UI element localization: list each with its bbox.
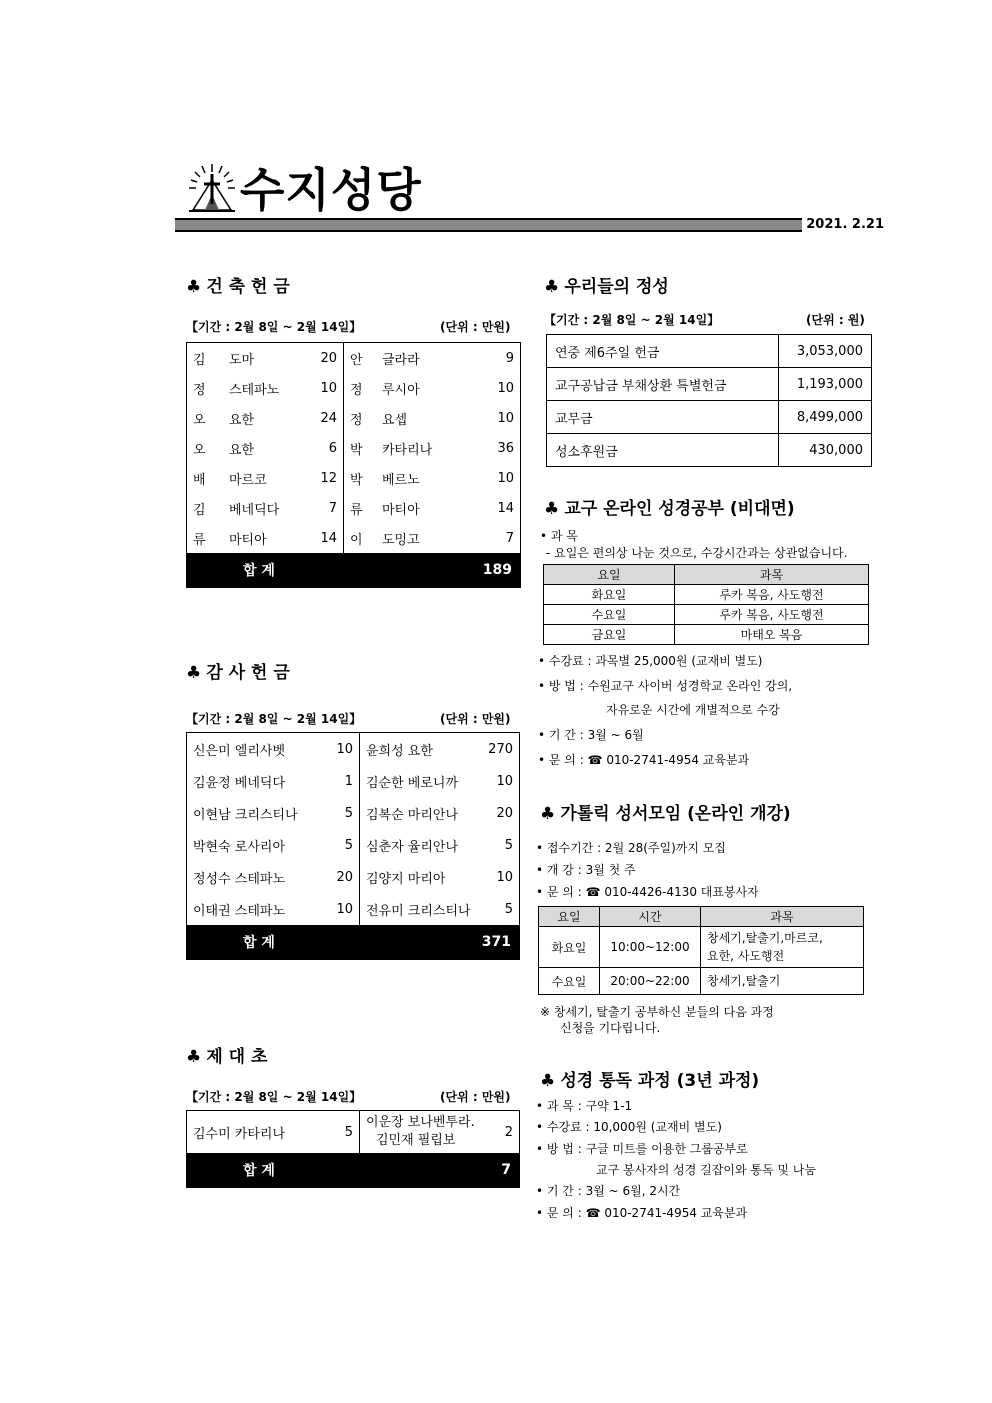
table-row [187, 463, 521, 493]
period-line: • 기 간 : 3월 ~ 6월 [538, 728, 644, 742]
offering-amount: 430,000 [779, 434, 872, 467]
donor-surname: 류 [193, 532, 206, 548]
donor-amount: 12 [305, 463, 344, 493]
column-header-day: 요일 [539, 907, 600, 927]
section-title: 감 사 헌 금 [206, 663, 290, 683]
table-row [187, 373, 521, 403]
parish-logo [185, 160, 239, 222]
column-header-time: 시간 [600, 907, 701, 927]
total-label: 합 계 [187, 925, 360, 960]
period-label: 【기간 : 2월 8일 ~ 2월 14일】 [186, 320, 362, 334]
note-line-2: 신청을 기다립니다. [560, 1021, 661, 1035]
donor-name: 윤희성 요한 [366, 743, 433, 759]
day-cell: 금요일 [544, 625, 675, 645]
day-cell: 화요일 [544, 585, 675, 605]
donor-name: 김수미 카타리나 [193, 1126, 286, 1142]
offering-label: 교구공납금 부채상환 특별헌금 [547, 368, 779, 401]
total-value: 189 [344, 553, 521, 588]
note-line: ※ 창세기, 탈출기 공부하신 분들의 다음 과정 [540, 1005, 774, 1019]
donor-amount: 10 [497, 380, 514, 396]
donor-name: 이태권 스테파노 [193, 903, 286, 919]
table-row [544, 625, 869, 645]
donor-amount: 10 [305, 373, 344, 403]
page-title: 수지성당 [240, 163, 422, 217]
donor-name: 도밍고 [382, 532, 420, 548]
table-row [547, 401, 872, 434]
section-title: 건 축 헌 금 [206, 277, 290, 297]
table-header [544, 565, 869, 585]
table-row [187, 765, 520, 797]
donor-name: 도마 [229, 352, 255, 368]
donor-surname: 정 [350, 382, 363, 398]
course-label: • 과 목 [540, 529, 578, 543]
column-header-subject: 과목 [701, 907, 864, 927]
donor-name: 김윤정 베네딕다 [193, 775, 286, 791]
donor-surname: 김 [193, 502, 206, 518]
donor-amount: 10 [496, 869, 513, 885]
donor-name: 요한 [229, 442, 255, 458]
thanks-offering-table [186, 732, 520, 960]
subject-cell: 마태오 복음 [675, 625, 869, 645]
method-line: • 방 법 : 구글 미트를 이용한 그룹공부로 [536, 1142, 748, 1156]
column-header-day: 요일 [544, 565, 675, 585]
table-row [187, 403, 521, 433]
donor-name [360, 1111, 497, 1154]
donor-amount: 20 [327, 861, 360, 893]
subject-cell: 루카 복음, 사도행전 [675, 585, 869, 605]
donor-amount: 14 [305, 523, 344, 553]
total-label: 합 계 [187, 1153, 360, 1188]
total-label: 합 계 [187, 553, 344, 588]
total-row [187, 925, 520, 960]
donor-surname: 정 [350, 412, 363, 428]
fee-line: • 수강료 : 과목별 25,000원 (교재비 별도) [538, 654, 763, 668]
opening-line: • 개 강 : 3월 첫 주 [536, 863, 636, 877]
donor-name: 정성수 스테파노 [193, 871, 286, 887]
course-line: • 과 목 : 구약 1-1 [536, 1099, 633, 1113]
club-icon: ♣ [540, 804, 556, 824]
table-row [187, 829, 520, 861]
donor-name-line2: 김민재 필립보 [376, 1133, 456, 1148]
unit-label: (단위 : 만원) [440, 1090, 511, 1104]
total-value: 371 [360, 925, 520, 960]
donor-amount: 1 [327, 765, 360, 797]
donor-name: 김순한 베로니까 [366, 775, 459, 791]
period-label: 【기간 : 2월 8일 ~ 2월 14일】 [186, 712, 362, 726]
table-row [547, 335, 872, 368]
donor-name: 루시아 [382, 382, 420, 398]
donor-amount: 270 [488, 741, 513, 757]
donor-name-line1: 이운장 보나벤투라. [366, 1115, 475, 1130]
donor-surname: 정 [193, 382, 206, 398]
table-row [187, 493, 521, 523]
bible-reading-heading [540, 1066, 759, 1091]
table-row [187, 797, 520, 829]
bulletin-date: 2021. 2.21 [802, 217, 888, 233]
table-row [187, 893, 520, 925]
donor-surname: 박 [350, 472, 363, 488]
donor-name: 김양지 마리아 [366, 871, 446, 887]
donor-amount: 7 [505, 530, 514, 546]
donor-name: 스테파노 [229, 382, 280, 398]
donor-surname: 오 [193, 412, 206, 428]
donor-surname: 안 [350, 352, 363, 368]
donor-amount: 5 [327, 829, 360, 861]
total-value: 7 [360, 1153, 520, 1188]
section-title: 가톨릭 성서모임 (온라인 개강) [560, 804, 791, 824]
donor-amount: 9 [505, 350, 514, 366]
building-offering-heading [186, 272, 290, 297]
donor-amount: 24 [305, 403, 344, 433]
table-row [187, 1111, 520, 1154]
donor-amount: 5 [504, 901, 513, 917]
donor-surname: 박 [350, 442, 363, 458]
donor-name: 김복순 마리안나 [366, 807, 459, 823]
time-cell: 10:00~12:00 [600, 927, 701, 968]
period-line: • 기 간 : 3월 ~ 6월, 2시간 [536, 1184, 681, 1198]
donor-amount: 14 [497, 500, 514, 516]
donor-amount: 10 [327, 893, 360, 925]
donor-name: 요셉 [382, 412, 408, 428]
donor-name: 마티아 [229, 532, 267, 548]
candle-offering-heading [186, 1042, 267, 1067]
candle-offering-table [186, 1110, 520, 1188]
table-row [544, 605, 869, 625]
method-line: • 방 법 : 수원교구 사이버 성경학교 온라인 강의, [538, 679, 793, 693]
section-title: 성경 통독 과정 (3년 과정) [560, 1071, 760, 1091]
donor-amount: 10 [497, 470, 514, 486]
table-row [187, 861, 520, 893]
total-row [187, 553, 521, 588]
donor-amount: 10 [496, 773, 513, 789]
our-offerings-table [546, 334, 872, 467]
table-row [187, 433, 521, 463]
donor-surname: 배 [193, 472, 206, 488]
donor-name: 심춘자 율리안나 [366, 839, 459, 855]
section-title: 제 대 초 [206, 1047, 268, 1067]
club-icon: ♣ [544, 277, 560, 297]
subject-cell: 창세기,탈출기 [701, 968, 864, 995]
donor-surname: 이 [350, 532, 363, 548]
club-icon: ♣ [544, 499, 560, 519]
club-icon: ♣ [186, 277, 202, 297]
catholic-bible-table [538, 906, 864, 995]
header-rule [175, 218, 888, 232]
reception-line: • 접수기간 : 2월 28(주일)까지 모집 [536, 841, 726, 855]
contact-line: • 문 의 : ☎ 010-2741-4954 교육분과 [538, 753, 750, 767]
donor-amount: 5 [327, 1111, 360, 1154]
donor-surname: 오 [193, 442, 206, 458]
table-row [547, 368, 872, 401]
donor-name: 신은미 엘리사벳 [193, 743, 286, 759]
method-line-2: 자유로운 시간에 개별적으로 수강 [606, 703, 780, 717]
unit-label: (단위 : 만원) [440, 712, 511, 726]
online-bible-heading [544, 494, 795, 519]
table-row [187, 733, 520, 766]
method-line-2: 교구 봉사자의 성경 길잡이와 통독 및 나눔 [596, 1163, 816, 1177]
offering-label: 교무금 [547, 401, 779, 434]
catholic-bible-heading [540, 799, 791, 824]
fee-line: • 수강료 : 10,000원 (교재비 별도) [536, 1120, 722, 1134]
donor-name: 이현남 크리스티나 [193, 807, 298, 823]
donor-name: 베네딕다 [229, 502, 280, 518]
club-icon: ♣ [186, 1047, 202, 1067]
section-title: 우리들의 정성 [564, 277, 669, 297]
day-cell: 화요일 [539, 927, 600, 968]
donor-amount: 7 [305, 493, 344, 523]
donor-name: 카타리나 [382, 442, 433, 458]
section-title: 교구 온라인 성경공부 (비대면) [564, 499, 795, 519]
donor-amount: 20 [305, 343, 344, 374]
building-offering-table [186, 342, 521, 588]
thanks-offering-heading [186, 658, 290, 683]
table-row [547, 434, 872, 467]
table-header [539, 907, 864, 927]
donor-name: 전유미 크리스티나 [366, 903, 471, 919]
table-row [187, 343, 521, 374]
donor-name: 마르코 [229, 472, 267, 488]
offering-label: 성소후원금 [547, 434, 779, 467]
donor-amount: 5 [504, 837, 513, 853]
offering-amount: 8,499,000 [779, 401, 872, 434]
column-header-subject: 과목 [675, 565, 869, 585]
donor-name: 박현숙 로사리아 [193, 839, 286, 855]
donor-amount: 20 [496, 805, 513, 821]
offering-label: 연중 제6주일 헌금 [547, 335, 779, 368]
subject-cell: 창세기,탈출기,마르코, 요한, 사도행전 [701, 927, 864, 968]
total-row [187, 1153, 520, 1188]
club-icon: ♣ [540, 1071, 556, 1091]
donor-amount: 6 [305, 433, 344, 463]
offering-amount: 1,193,000 [779, 368, 872, 401]
donor-name: 마티아 [382, 502, 420, 518]
donor-amount: 10 [327, 733, 360, 766]
donor-name: 글라라 [382, 352, 420, 368]
contact-line: • 문 의 : ☎ 010-4426-4130 대표봉사자 [536, 885, 759, 899]
donor-surname: 류 [350, 502, 363, 518]
donor-name: 베르노 [382, 472, 420, 488]
online-bible-table [543, 564, 869, 645]
donor-name: 요한 [229, 412, 255, 428]
contact-line: • 문 의 : ☎ 010-2741-4954 교육분과 [536, 1206, 748, 1220]
day-cell: 수요일 [544, 605, 675, 625]
donor-amount: 2 [504, 1124, 513, 1140]
donor-surname: 김 [193, 352, 206, 368]
unit-label: (단위 : 만원) [440, 320, 511, 334]
day-cell: 수요일 [539, 968, 600, 995]
period-label: 【기간 : 2월 8일 ~ 2월 14일】 [544, 313, 720, 327]
donor-amount: 10 [497, 410, 514, 426]
subject-cell: 루카 복음, 사도행전 [675, 605, 869, 625]
table-row [539, 927, 864, 968]
table-row [544, 585, 869, 605]
club-icon: ♣ [186, 663, 202, 683]
period-label: 【기간 : 2월 8일 ~ 2월 14일】 [186, 1090, 362, 1104]
time-cell: 20:00~22:00 [600, 968, 701, 995]
table-row [539, 968, 864, 995]
our-offerings-heading [544, 272, 669, 297]
course-note: - 요일은 편의상 나눈 것으로, 수강시간과는 상관없습니다. [546, 546, 848, 560]
donor-amount: 36 [497, 440, 514, 456]
table-row [187, 523, 521, 553]
unit-label: (단위 : 원) [806, 313, 865, 327]
offering-amount: 3,053,000 [779, 335, 872, 368]
donor-amount: 5 [327, 797, 360, 829]
